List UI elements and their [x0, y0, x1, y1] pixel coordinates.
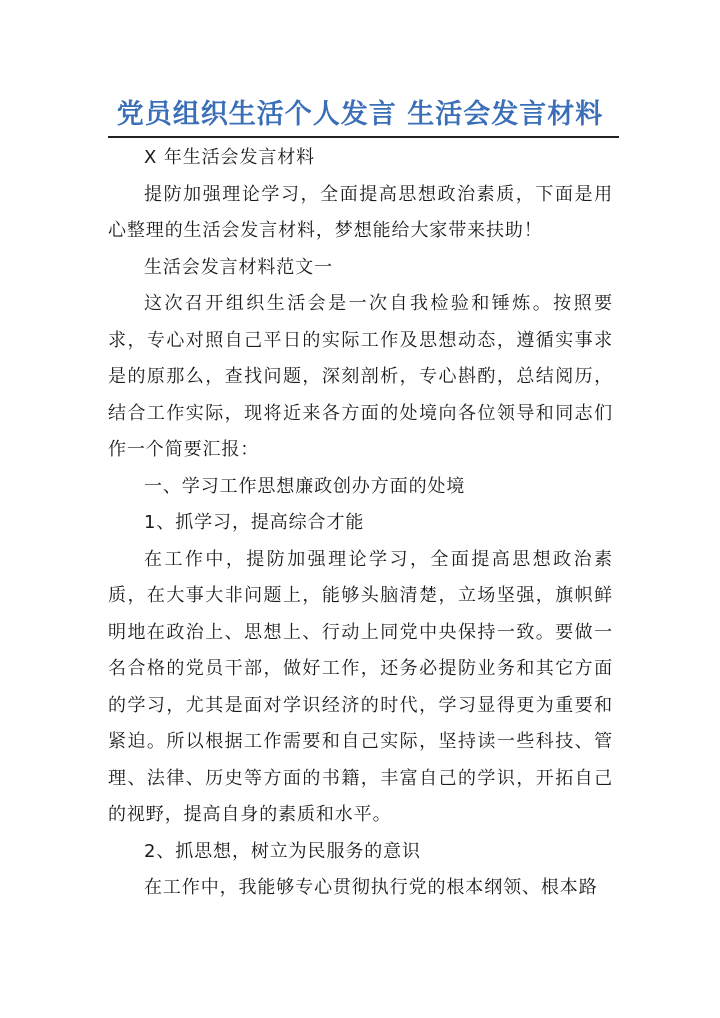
- subsection-heading-1: 1、抓学习，提高综合才能: [144, 512, 365, 533]
- paragraph-study: 在工作中，提防加强理论学习，全面提高思想政治素质，在大事大非问题上，能够头脑清楚，立场坚强，旗帜鲜明地在政治上、思想上、行动上同党中央保持一致。要做一名合格的党员干部，做好工作，还务必提防业务和其它方面的学习，尤其是面对学识经济的时代，学习显得更为重要和紧迫。所以根据工作需要和自己实际，坚持读一些科技、管理、法律、历史等方面的书籍，丰富自己的学识，开拓自己的视野，提高自身的素质和水平。: [108, 548, 613, 825]
- title-divider: [108, 136, 619, 138]
- paragraph-sample-heading: 生活会发言材料范文一: [144, 256, 333, 278]
- section-heading-1: 一、学习工作思想廉政创办方面的处境: [144, 475, 466, 497]
- paragraph-intro: 提防加强理论学习，全面提高思想政治素质，下面是用心整理的生活会发言材料，梦想能给大家带来扶助！: [108, 183, 613, 241]
- paragraph-subtitle: X 年生活会发言材料: [144, 147, 316, 168]
- document-body: [108, 140, 613, 907]
- paragraph-service: 在工作中，我能够专心贯彻执行党的根本纲领、根本路: [144, 877, 598, 898]
- page-title: 党员组织生活个人发言 生活会发言材料: [116, 99, 604, 130]
- subsection-heading-2: 2、抓思想，树立为民服务的意识: [144, 840, 421, 862]
- paragraph-opening: 这次召开组织生活会是一次自我检验和锤炼。按照要求，专心对照自己平日的实际工作及思想动态，遵循实事求是的原那么，查找问题，深刻剖析，专心斟酌，总结阅历，结合工作实际，现将近来各方面的处境向各位领导和同志们作一个简要汇报：: [108, 293, 613, 460]
